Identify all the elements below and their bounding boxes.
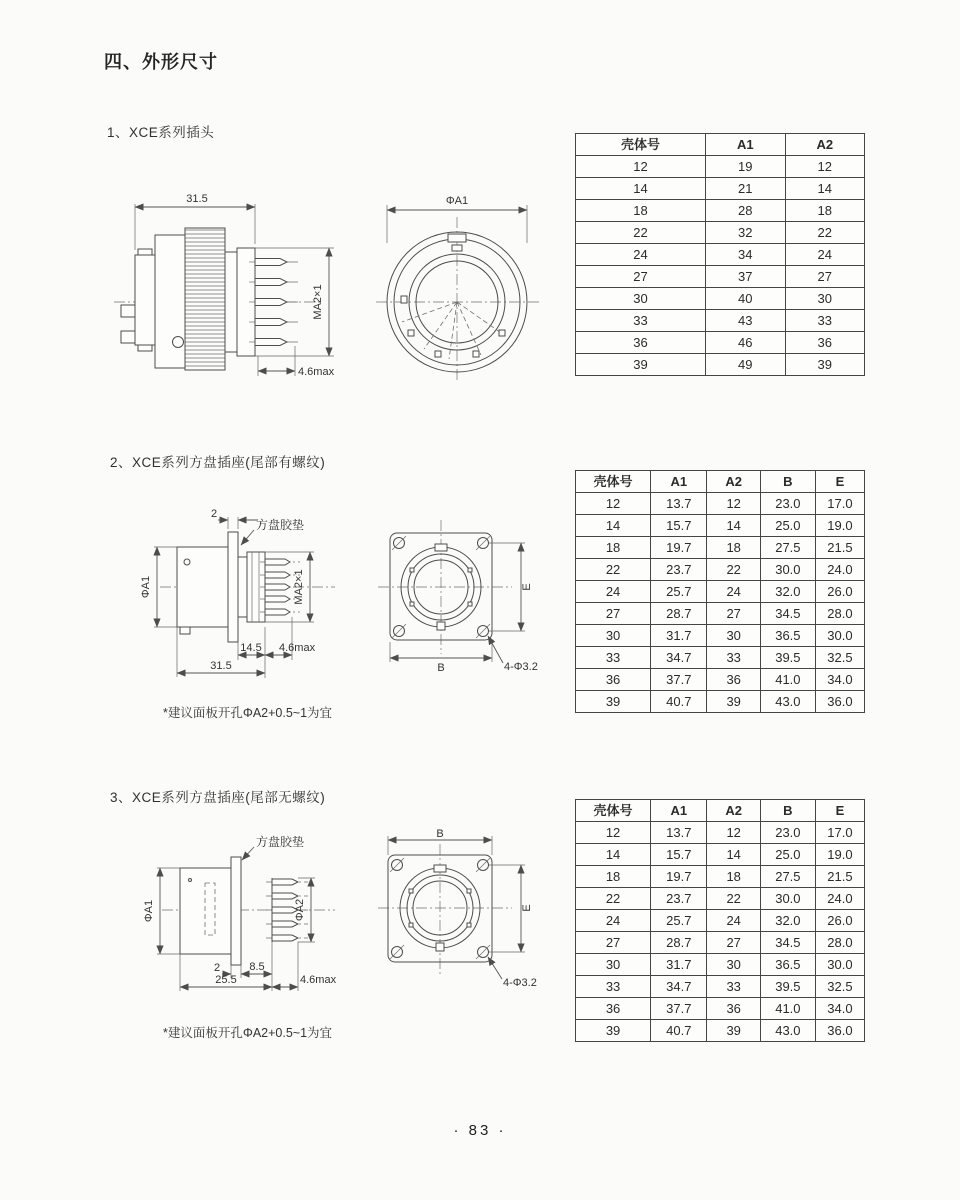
table-cell: 43.0 xyxy=(760,691,815,713)
table-row xyxy=(576,559,865,581)
table-cell: 30 xyxy=(785,288,864,310)
table-cell: 12 xyxy=(707,822,760,844)
plug-front-view-drawing xyxy=(368,183,553,385)
table-row xyxy=(576,669,865,691)
dimension-hole-spacing xyxy=(489,865,533,952)
table-cell: 14 xyxy=(707,844,760,866)
table-cell: 39 xyxy=(576,691,651,713)
table-cell: 43.0 xyxy=(760,1020,815,1042)
dim-label-total-length: 31.5 xyxy=(210,660,232,672)
table-cell: 28 xyxy=(706,200,785,222)
column-header: 壳体号 xyxy=(576,800,651,822)
table-cell: 36 xyxy=(707,669,760,691)
mounting-holes-callout xyxy=(488,957,537,989)
table-cell: 30 xyxy=(707,625,760,647)
table-cell: 41.0 xyxy=(760,998,815,1020)
dimension-body-diameter xyxy=(143,868,180,954)
dimension-table xyxy=(575,799,865,1042)
mounting-holes-callout xyxy=(488,636,538,673)
dimension-tail-diameter xyxy=(294,878,315,942)
table-cell: 27 xyxy=(707,932,760,954)
table-cell: 15.7 xyxy=(651,515,707,537)
plug-front-circles xyxy=(376,217,540,383)
column-header: B xyxy=(760,471,815,493)
table-row xyxy=(576,976,865,998)
table-cell: 28.0 xyxy=(815,603,864,625)
table-cell: 34.5 xyxy=(760,932,815,954)
table-cell: 12 xyxy=(707,493,760,515)
table-row xyxy=(576,844,865,866)
table-cell: 18 xyxy=(707,537,760,559)
table-cell: 46 xyxy=(706,332,785,354)
table-cell: 23.7 xyxy=(651,559,707,581)
table-cell: 25.7 xyxy=(651,910,707,932)
table-cell: 34.0 xyxy=(815,669,864,691)
table-cell: 34.0 xyxy=(815,998,864,1020)
table-row xyxy=(576,647,865,669)
dim-label-total-length: 25.5 xyxy=(215,974,237,986)
table-header-row xyxy=(576,471,865,493)
dimension-tail-max xyxy=(265,617,316,660)
dim-label-tail-length: 8.5 xyxy=(249,961,265,973)
table-cell: 18 xyxy=(707,866,760,888)
table-cell: 30 xyxy=(576,954,651,976)
table-cell: 32.5 xyxy=(815,647,864,669)
table-cell: 30.0 xyxy=(760,888,815,910)
table-row xyxy=(576,625,865,647)
table-cell: 33 xyxy=(576,647,651,669)
flange-outline xyxy=(378,520,512,654)
table-cell: 25.0 xyxy=(760,515,815,537)
table-cell: 24 xyxy=(576,910,651,932)
table-cell: 27 xyxy=(785,266,864,288)
table-cell: 24.0 xyxy=(815,888,864,910)
table-cell: 12 xyxy=(576,493,651,515)
table-cell: 27 xyxy=(576,603,651,625)
column-header: E xyxy=(815,471,864,493)
dim-label-tail-max: 4.6max xyxy=(298,366,335,378)
table-cell: 32.0 xyxy=(760,581,815,603)
table-row xyxy=(576,354,865,376)
table-cell: 40.7 xyxy=(651,691,707,713)
socket-plain-side-view-drawing xyxy=(130,830,360,998)
table-cell: 31.7 xyxy=(651,954,707,976)
table-cell: 43 xyxy=(706,310,785,332)
dim-label-flange-width: B xyxy=(436,828,444,840)
gasket-label: 方盘胶垫 xyxy=(256,835,305,849)
dim-label-tail-max: 4.6max xyxy=(300,974,337,986)
table-cell: 30 xyxy=(707,954,760,976)
table-cell: 32 xyxy=(706,222,785,244)
table-row xyxy=(576,200,865,222)
table-cell: 28.0 xyxy=(815,932,864,954)
table-cell: 36 xyxy=(707,998,760,1020)
table-cell: 21.5 xyxy=(815,537,864,559)
table-cell: 30.0 xyxy=(815,954,864,976)
table-cell: 39 xyxy=(785,354,864,376)
table-cell: 22 xyxy=(576,559,651,581)
table-cell: 27 xyxy=(707,603,760,625)
table-cell: 31.7 xyxy=(651,625,707,647)
table-cell: 22 xyxy=(576,888,651,910)
table-row xyxy=(576,288,865,310)
table-cell: 22 xyxy=(707,559,760,581)
table-cell: 27.5 xyxy=(760,866,815,888)
table-row xyxy=(576,244,865,266)
dim-label-gasket-thickness: 2 xyxy=(213,962,221,974)
dim-label-gasket-thickness: 2 xyxy=(210,508,218,520)
table-cell: 37 xyxy=(706,266,785,288)
table-cell: 37.7 xyxy=(651,669,707,691)
table-row xyxy=(576,266,865,288)
table-cell: 34.7 xyxy=(651,647,707,669)
table-cell: 14 xyxy=(707,515,760,537)
table-cell: 37.7 xyxy=(651,998,707,1020)
mounting-holes-label: 4-Φ3.2 xyxy=(504,661,538,673)
table-cell: 18 xyxy=(785,200,864,222)
table-cell: 39.5 xyxy=(760,976,815,998)
table-cell: 26.0 xyxy=(815,581,864,603)
table-row xyxy=(576,537,865,559)
dimension-tail-length xyxy=(238,627,265,678)
table-row xyxy=(576,332,865,354)
dimension-gasket-thickness xyxy=(211,508,258,529)
table-cell: 33 xyxy=(576,976,651,998)
plug-pins xyxy=(249,259,300,346)
table-cell: 36 xyxy=(576,669,651,691)
plug-dimensions-table xyxy=(575,133,865,376)
table-cell: 27 xyxy=(576,266,706,288)
dimension-table xyxy=(575,470,865,713)
column-header: B xyxy=(760,800,815,822)
table-cell: 41.0 xyxy=(760,669,815,691)
table-row xyxy=(576,888,865,910)
page-title: 四、外形尺寸 xyxy=(104,52,218,72)
table-cell: 28.7 xyxy=(651,603,707,625)
plug-body-outline xyxy=(114,228,320,370)
table-cell: 14 xyxy=(576,844,651,866)
table-cell: 36.0 xyxy=(815,691,864,713)
table-cell: 32.0 xyxy=(760,910,815,932)
table-cell: 24 xyxy=(785,244,864,266)
dim-label-body-diameter: ΦA1 xyxy=(140,575,152,599)
table-cell: 19 xyxy=(706,156,785,178)
table-row xyxy=(576,310,865,332)
table-cell: 36.5 xyxy=(760,954,815,976)
table-cell: 39.5 xyxy=(760,647,815,669)
gasket-callout xyxy=(242,834,304,860)
dimension-table xyxy=(575,133,865,376)
section-2-heading: 2、XCE系列方盘插座(尾部有螺纹) xyxy=(110,455,326,470)
section-3-note: *建议面板开孔ΦA2+0.5~1为宜 xyxy=(163,1026,333,1040)
dim-label-body-diameter: ΦA1 xyxy=(143,899,155,923)
table-row xyxy=(576,178,865,200)
table-cell: 13.7 xyxy=(651,822,707,844)
table-cell: 13.7 xyxy=(651,493,707,515)
table-cell: 22 xyxy=(576,222,706,244)
table-cell: 19.0 xyxy=(815,515,864,537)
table-row xyxy=(576,493,865,515)
table-row xyxy=(576,691,865,713)
table-cell: 27 xyxy=(576,932,651,954)
dimension-tail-max xyxy=(258,346,335,378)
dimension-flange-width xyxy=(390,642,492,674)
column-header: A1 xyxy=(651,800,707,822)
column-header: A1 xyxy=(706,134,785,156)
section-2-note: *建议面板开孔ΦA2+0.5~1为宜 xyxy=(163,706,333,720)
dim-label-tail-max: 4.6max xyxy=(279,642,316,654)
table-cell: 24 xyxy=(576,244,706,266)
dimension-tail-max xyxy=(272,942,337,991)
table-cell: 15.7 xyxy=(651,844,707,866)
table-cell: 36 xyxy=(785,332,864,354)
gasket-callout xyxy=(241,517,304,545)
table-row xyxy=(576,515,865,537)
table-cell: 24 xyxy=(576,581,651,603)
column-header: A2 xyxy=(785,134,864,156)
dimension-tail-length xyxy=(241,961,272,974)
table-row xyxy=(576,822,865,844)
dim-label-total-length: 31.5 xyxy=(186,193,208,205)
table-cell: 21.5 xyxy=(815,866,864,888)
table-cell: 19.7 xyxy=(651,537,707,559)
table-cell: 39 xyxy=(576,1020,651,1042)
table-cell: 25.0 xyxy=(760,844,815,866)
table-cell: 22 xyxy=(707,888,760,910)
table-cell: 40 xyxy=(706,288,785,310)
table-cell: 12 xyxy=(576,822,651,844)
socket-plain-dimensions-table xyxy=(575,799,865,1042)
table-cell: 12 xyxy=(576,156,706,178)
table-cell: 23.0 xyxy=(760,822,815,844)
section-1-heading: 1、XCE系列插头 xyxy=(107,125,215,140)
table-cell: 33 xyxy=(785,310,864,332)
plug-side-view-drawing xyxy=(112,180,362,385)
column-header: E xyxy=(815,800,864,822)
table-cell: 28.7 xyxy=(651,932,707,954)
table-cell: 22 xyxy=(785,222,864,244)
table-cell: 18 xyxy=(576,866,651,888)
table-cell: 32.5 xyxy=(815,976,864,998)
column-header: A2 xyxy=(707,471,760,493)
table-cell: 33 xyxy=(707,647,760,669)
column-header: 壳体号 xyxy=(576,134,706,156)
table-cell: 25.7 xyxy=(651,581,707,603)
table-row xyxy=(576,866,865,888)
table-cell: 36.0 xyxy=(815,1020,864,1042)
table-cell: 23.0 xyxy=(760,493,815,515)
dim-label-tail-length: 14.5 xyxy=(240,642,262,654)
flange-outline xyxy=(378,844,512,976)
table-row xyxy=(576,954,865,976)
table-cell: 40.7 xyxy=(651,1020,707,1042)
table-row xyxy=(576,910,865,932)
dim-label-thread: MA2×1 xyxy=(293,569,305,605)
dim-label-flange-width: B xyxy=(437,662,445,674)
table-cell: 39 xyxy=(576,354,706,376)
socket-body-outline xyxy=(177,532,265,642)
table-cell: 24 xyxy=(707,581,760,603)
table-row xyxy=(576,222,865,244)
table-cell: 24.0 xyxy=(815,559,864,581)
table-cell: 19.0 xyxy=(815,844,864,866)
table-cell: 24 xyxy=(707,910,760,932)
table-cell: 36.5 xyxy=(760,625,815,647)
table-cell: 18 xyxy=(576,537,651,559)
table-cell: 17.0 xyxy=(815,822,864,844)
table-row xyxy=(576,1020,865,1042)
table-cell: 12 xyxy=(785,156,864,178)
dim-label-hole-spacing: E xyxy=(521,583,533,591)
table-cell: 23.7 xyxy=(651,888,707,910)
table-cell: 34.5 xyxy=(760,603,815,625)
socket-body-outline xyxy=(180,857,241,965)
table-cell: 30 xyxy=(576,625,651,647)
socket-threaded-side-view-drawing xyxy=(130,505,360,700)
table-cell: 39 xyxy=(707,691,760,713)
table-cell: 30 xyxy=(576,288,706,310)
table-cell: 30.0 xyxy=(815,625,864,647)
table-row xyxy=(576,932,865,954)
table-cell: 34.7 xyxy=(651,976,707,998)
dim-label-hole-spacing: E xyxy=(521,904,533,912)
socket-threaded-front-view-drawing xyxy=(378,510,558,682)
dim-label-thread: MA2×1 xyxy=(312,284,324,320)
table-header-row xyxy=(576,800,865,822)
dim-label-front-diameter: ΦA1 xyxy=(445,195,469,207)
table-row xyxy=(576,603,865,625)
table-cell: 36 xyxy=(576,998,651,1020)
table-cell: 49 xyxy=(706,354,785,376)
table-cell: 27.5 xyxy=(760,537,815,559)
table-cell: 19.7 xyxy=(651,866,707,888)
socket-threaded-dimensions-table xyxy=(575,470,865,713)
table-cell: 21 xyxy=(706,178,785,200)
gasket-label: 方盘胶垫 xyxy=(256,518,305,532)
table-cell: 14 xyxy=(785,178,864,200)
table-cell: 17.0 xyxy=(815,493,864,515)
table-cell: 33 xyxy=(576,310,706,332)
table-cell: 30.0 xyxy=(760,559,815,581)
table-row xyxy=(576,998,865,1020)
page-number: · 83 · xyxy=(453,1122,507,1139)
table-cell: 33 xyxy=(707,976,760,998)
column-header: 壳体号 xyxy=(576,471,651,493)
table-cell: 26.0 xyxy=(815,910,864,932)
table-header-row xyxy=(576,134,865,156)
table-row xyxy=(576,156,865,178)
table-cell: 14 xyxy=(576,178,706,200)
table-cell: 34 xyxy=(706,244,785,266)
dim-label-tail-diameter: ΦA2 xyxy=(294,898,306,922)
table-cell: 14 xyxy=(576,515,651,537)
dimension-body-diameter xyxy=(140,547,177,627)
table-cell: 36 xyxy=(576,332,706,354)
mounting-holes-label: 4-Φ3.2 xyxy=(503,977,537,989)
socket-plain-front-view-drawing xyxy=(378,828,558,998)
table-cell: 18 xyxy=(576,200,706,222)
table-row xyxy=(576,581,865,603)
column-header: A1 xyxy=(651,471,707,493)
section-3-heading: 3、XCE系列方盘插座(尾部无螺纹) xyxy=(110,790,326,805)
column-header: A2 xyxy=(707,800,760,822)
table-cell: 39 xyxy=(707,1020,760,1042)
